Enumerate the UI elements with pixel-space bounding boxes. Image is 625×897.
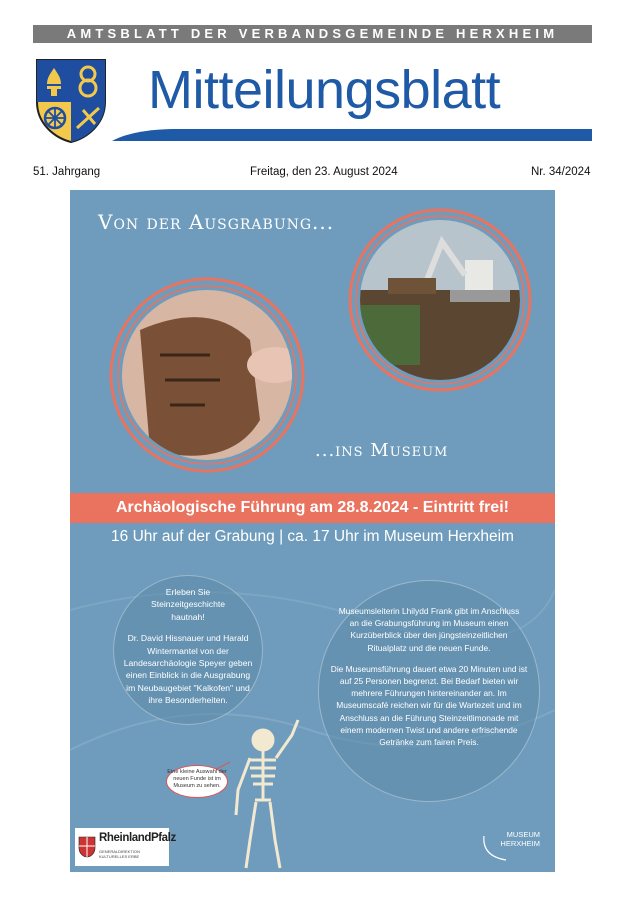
speech-bubble: Eine kleine Auswahl der neuen Funde ist im Museum zu sehen. (166, 765, 228, 798)
left-bubble-intro: Erleben Sie Steinzeitgeschichte hautnah! (150, 587, 226, 622)
museum-arc-icon (480, 832, 510, 862)
newsletter-topline: AMTSBLATT DER VERBANDSGEMEINDE HERXHEIM (33, 25, 592, 43)
event-banner: Archäologische Führung am 28.8.2024 - Eintritt frei! (70, 493, 555, 523)
poster-headline-bottom: ...ins Museum (315, 440, 449, 461)
info-bubble-right (318, 580, 540, 802)
info-bubble-left (113, 575, 263, 725)
excavation-photo (350, 210, 530, 390)
museum-logo-line2: HERXHEIM (500, 839, 540, 848)
masthead-swoosh (112, 128, 592, 141)
rheinland-pfalz-logo (75, 828, 176, 866)
rlp-sub-2: KULTURELLES ERBE (99, 854, 140, 859)
poster-headline-top: Von der Ausgrabung... (98, 210, 335, 234)
left-bubble-text: Dr. David Hissnauer und Harald Wintermantel von der Landesarchäologie Speyer geben einen Einblick in die Ausgrabung im Neubaugebiet "Kalkofen" und ihre Besonderheiten. (123, 633, 253, 706)
rlp-crest-icon (78, 836, 96, 858)
event-schedule: 16 Uhr auf der Grabung | ca. 17 Uhr im Museum Herxheim (111, 528, 514, 545)
coat-of-arms-icon (35, 58, 107, 144)
volume-label: 51. Jahrgang (33, 166, 101, 178)
issue-date: Freitag, den 23. August 2024 (250, 166, 398, 178)
rlp-logo-subtitle (99, 849, 140, 859)
rlp-logo-text: RheinlandPfalz (99, 832, 176, 844)
rlp-sub-1: GENERALDIREKTION (99, 849, 140, 854)
issue-number: Nr. 34/2024 (531, 166, 591, 178)
right-bubble-text-1: Museumsleiterin Lhilydd Frank gibt im Anschluss an die Grabungsführung im Museum einen Kurzüberblick über den jüngsteinzeitlichen Ritualplatz und die neuen Funde. (338, 606, 520, 653)
masthead-title: Mitteilungsblatt (148, 60, 501, 120)
skeleton-illustration (236, 720, 298, 868)
event-poster (70, 190, 555, 872)
pottery-shard-photo (111, 279, 303, 471)
museum-logo-line1: MUSEUM (506, 830, 540, 839)
right-bubble-text-2: Die Museumsführung dauert etwa 20 Minuten und ist auf 25 Personen begrenzt. Bei Bedarf bieten wir mehrere Führungen hintereinander an. Im Museumscafé reichen wir für die Wartezeit und im Anschluss an die Führung Steinzeitlimonade mit einem modernen Twist und andere erfrischende Getränke zum fairen Preis. (330, 663, 528, 748)
museum-herxheim-logo (480, 830, 540, 868)
